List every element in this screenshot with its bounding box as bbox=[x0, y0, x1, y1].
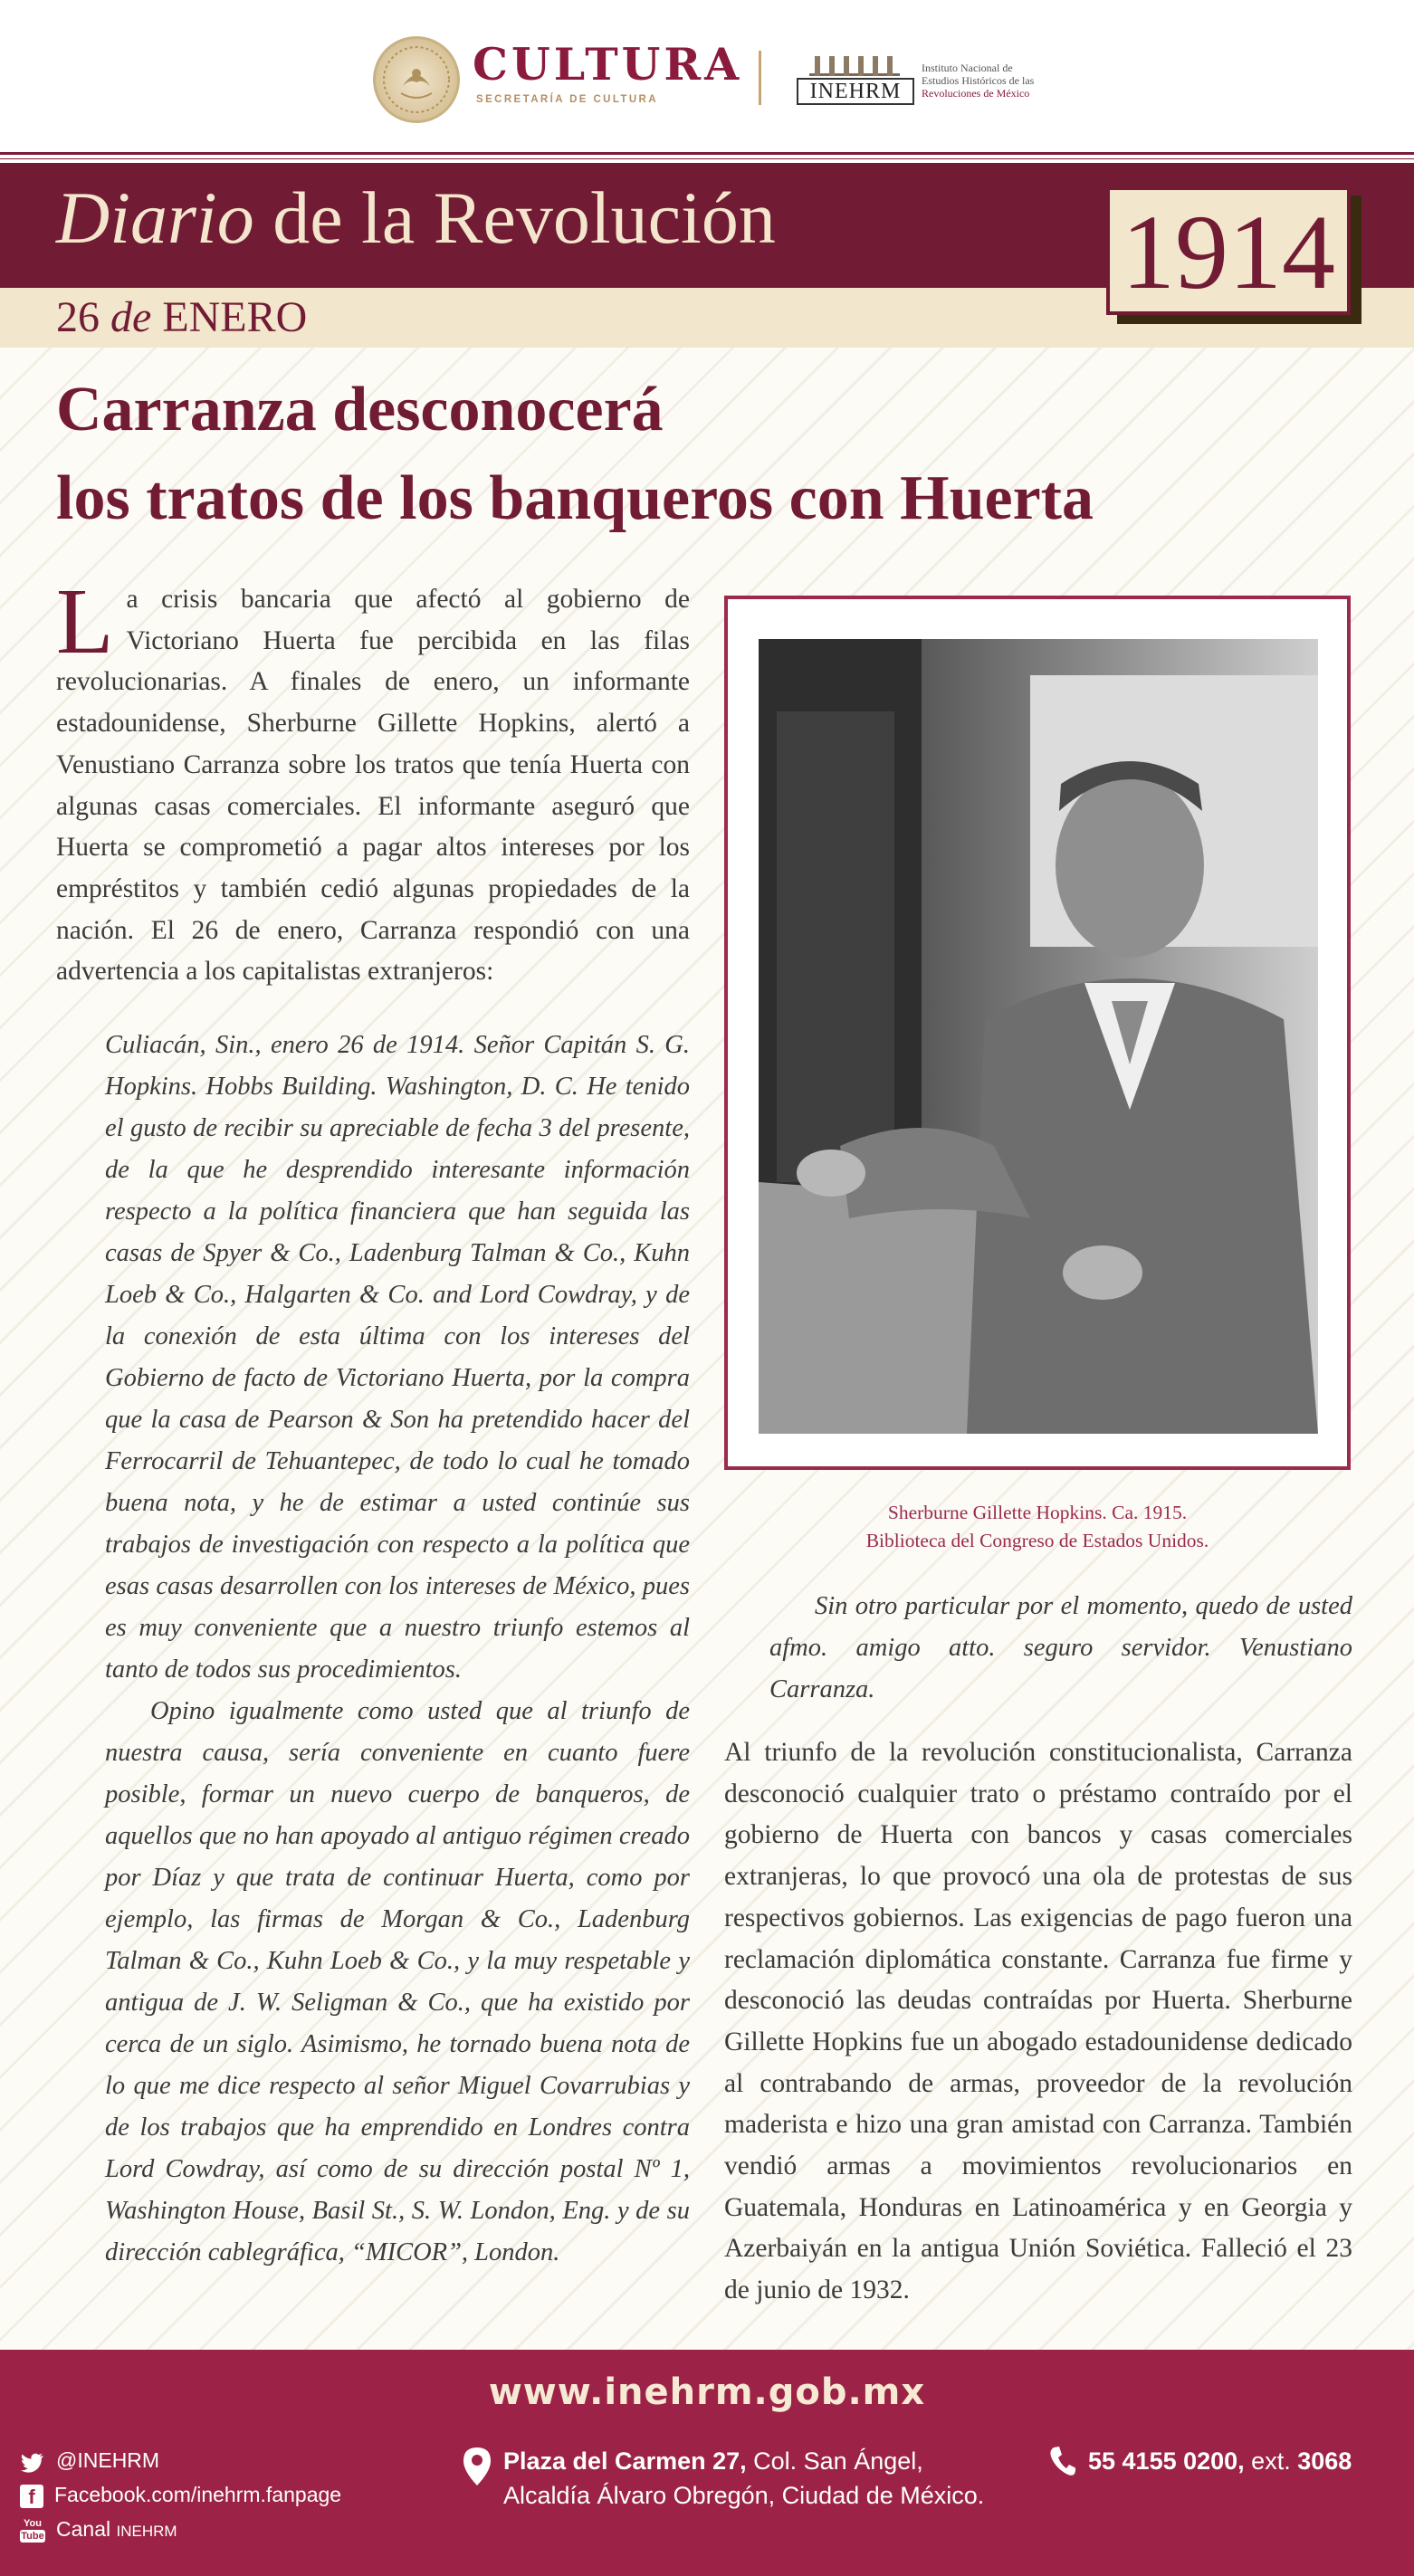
photo-caption bbox=[724, 1499, 1351, 1555]
headline-line2: los tratos de los banqueros con Huerta bbox=[56, 463, 1094, 533]
phone-main: 55 4155 0200, bbox=[1088, 2447, 1245, 2475]
address-colonia: Col. San Ángel, bbox=[746, 2447, 923, 2475]
phone-icon bbox=[1048, 2446, 1075, 2481]
youtube-label: Canal bbox=[56, 2517, 111, 2541]
institute-name-line2: Estudios Históricos de las bbox=[922, 74, 1035, 87]
logo-divider bbox=[759, 51, 761, 105]
address-line1 bbox=[503, 2444, 1046, 2478]
phone-ext: 3068 bbox=[1297, 2447, 1352, 2475]
facebook-link[interactable] bbox=[20, 2478, 341, 2511]
youtube-link[interactable] bbox=[20, 2513, 177, 2545]
date-day: 26 bbox=[56, 293, 100, 341]
institute-name bbox=[922, 62, 1103, 100]
address-line2: Alcaldía Álvaro Obregón, Ciudad de México. bbox=[503, 2482, 985, 2509]
twitter-handle: @INEHRM bbox=[56, 2448, 160, 2472]
inehrm-logo bbox=[797, 51, 914, 105]
article-headline bbox=[56, 366, 1360, 543]
website-link[interactable]: www.inehrm.gob.mx bbox=[488, 2371, 926, 2413]
series-title bbox=[56, 177, 776, 259]
date-de: de bbox=[110, 293, 152, 341]
youtube-icon: You Tube bbox=[21, 2517, 44, 2542]
header-rule bbox=[0, 152, 1414, 159]
cultura-logo-subtitle: SECRETARÍA DE CULTURA bbox=[476, 94, 658, 105]
date-line bbox=[56, 295, 307, 340]
phone-ext-label: ext. bbox=[1244, 2447, 1298, 2475]
twitter-link[interactable] bbox=[20, 2444, 159, 2476]
drop-cap: L bbox=[56, 569, 114, 673]
date-month: ENERO bbox=[162, 293, 308, 341]
photo-caption-line2: Biblioteca del Congreso de Estados Unidos. bbox=[865, 1530, 1209, 1551]
series-title-rest: de la Revolución bbox=[253, 177, 776, 259]
letter-closing: Sin otro particular por el momento, quedo de usted afmo. amigo atto. seguro servidor. Venustiano Carranza. bbox=[769, 1592, 1352, 1703]
institute-name-line3: Revoluciones de México bbox=[922, 87, 1030, 100]
headline-line1: Carranza desconocerá bbox=[56, 375, 664, 444]
location-pin-icon bbox=[463, 2447, 491, 2490]
year-box: 1914 bbox=[1106, 186, 1351, 315]
address-street: Plaza del Carmen 27, bbox=[503, 2447, 747, 2475]
photo-frame bbox=[724, 596, 1351, 1470]
inehrm-logo-text: INEHRM bbox=[797, 78, 914, 105]
closing-paragraph: Al triunfo de la revolución constitucionalista, Carranza desconoció cualquier trato o préstamo contraído por el gobierno de Huerta con bancos y casas comerciales extranjeras, lo que provocó una ola de protestas de sus respectivos gobiernos. Las exigencias de pago fueron una reclamación diplomática constante. Carranza fue firme y desconoció las deudas contraídas por Huerta. Sherburne Gillette Hopkins fue un abogado estadounidense dedicado al contrabando de armas, proveedor de la revolución maderista e hizo una gran amistad con Carranza. También vendió armas a movimientos revolucionarios en Guatemala, Honduras en Latinoamérica y en Georgia y Azerbaiyán en la antigua Unión Soviética. Falleció el 23 de junio de 1932. bbox=[724, 1738, 1352, 2305]
address bbox=[503, 2444, 1046, 2513]
series-title-italic: Diario bbox=[56, 177, 254, 259]
institute-name-line1: Instituto Nacional de bbox=[922, 62, 1013, 74]
facebook-icon: f bbox=[20, 2485, 43, 2508]
intro-paragraph-text: a crisis bancaria que afectó al gobierno de Victoriano Huerta fue percibida en las filas revolucionarias. A finales de enero, un informante estadounidense, Sherburne Gillette Hopkins, alertó a Venustiano Carranza sobre los tratos que tenía Huerta con algunas casas comerciales. El informante aseguró que Huerta se comprometió a pagar altos intereses por los empréstitos y también cedió algunas propiedades de la nación. El 26 de enero, Carranza respondió con una advertencia a los capitalistas extranjeros: bbox=[56, 585, 690, 987]
youtube-channel-name: INEHRM bbox=[116, 2523, 177, 2540]
photo-caption-line1: Sherburne Gillette Hopkins. Ca. 1915. bbox=[887, 1502, 1188, 1523]
letter-paragraph-2: Opino igualmente como usted que al triunfo de nuestra causa, sería conveniente en cuanto fuere posible, formar un nuevo cuerpo de banqueros, de aquellos que no han apoyado al antiguo régimen creado por Díaz y que trata de continuar Huerta, como por ejemplo, las firmas de Morgan & Co., Ladenburg Talman & Co., Kuhn Loeb & Co., y la muy respetable y antigua de J. W. Seligman & Co., que ha existido por cerca de un siglo. Asimismo, he tornado buena nota de lo que me dice respecto al señor Miguel Covarrubias y de los trabajos que ha emprendido en Londres contra Lord Cowdray, así como de su dirección postal Nº 1, Washington House, Basil St., S. W. London, Eng. y de su dirección cablegráfica, “MICOR”, London. bbox=[105, 1697, 690, 2266]
letter-quote bbox=[105, 1025, 690, 2274]
letter-paragraph-1: Culiacán, Sin., enero 26 de 1914. Señor Capitán S. G. Hopkins. Hobbs Building. Washington, D. C. He tenido el gusto de recibir su apreciable de fecha 3 del presente, de la que he desprendido interesante información respecto a la política financiera que han seguida las casas de Spyer & Co., Ladenburg Talman & Co., Kuhn Loeb & Co., Halgarten & Co. and Lord Cowdray, y de la conexión de esta última con los intereses del Gobierno de facto de Victoriano Huerta, por la compra que la casa de Pearson & Son ha pretendido hacer del Ferrocarril de Tehuantepec, de todo lo cual he tomado buena nota, y he de estimar a usted continúe sus trabajos de investigación con respecto a la política que esas casas desarrollen con los intereses de México, pues es muy conveniente que a nuestro triunfo estemos al tanto de todos sus procedimientos. bbox=[105, 1031, 690, 1684]
eagle-seal-icon bbox=[373, 36, 460, 123]
portrait-photo bbox=[759, 639, 1318, 1434]
facebook-url: Facebook.com/inehrm.fanpage bbox=[54, 2483, 342, 2506]
phone-number[interactable] bbox=[1088, 2444, 1414, 2478]
twitter-icon bbox=[20, 2449, 45, 2475]
inehrm-building-icon bbox=[809, 51, 900, 76]
intro-paragraph bbox=[56, 569, 690, 993]
cultura-logo-text: CULTURA bbox=[473, 38, 743, 91]
